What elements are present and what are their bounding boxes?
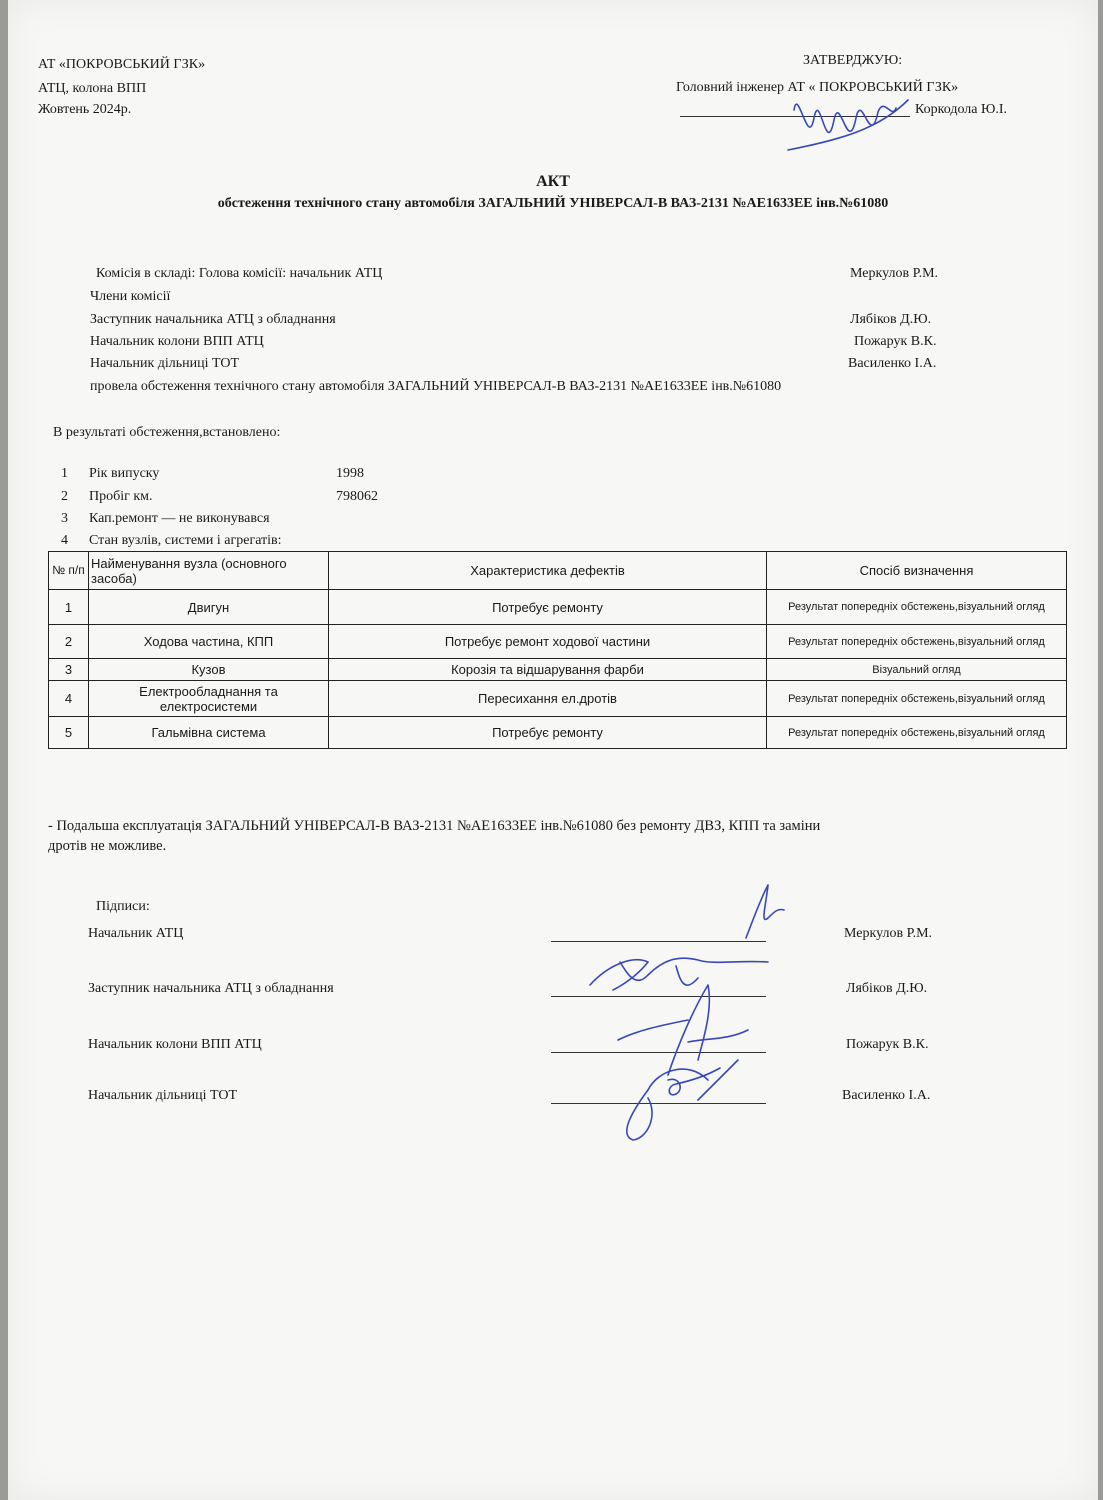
member-name: Пожарук В.К. bbox=[854, 334, 937, 349]
commission-conducted: провела обстеження технічного стану автомобіля ЗАГАЛЬНИЙ УНІВЕРСАЛ-В ВАЗ-2131 №АЕ1633ЕЕ інв.№61080 bbox=[90, 379, 782, 394]
row-defect: Пересихання ел.дротів bbox=[329, 681, 767, 717]
fact-label: Рік випуску bbox=[89, 466, 160, 481]
signer-name: Меркулов Р.М. bbox=[844, 926, 933, 941]
row-method: Візуальний огляд bbox=[767, 659, 1067, 681]
member-name: Василенко І.А. bbox=[848, 356, 937, 371]
row-method: Результат попередніх обстежень,візуальний огляд bbox=[767, 625, 1067, 659]
results-intro: В результаті обстеження,встановлено: bbox=[53, 425, 281, 440]
signer-name: Василенко І.А. bbox=[842, 1088, 931, 1103]
fact-value: 1998 bbox=[336, 466, 364, 481]
row-unit: Двигун bbox=[89, 590, 329, 625]
row-unit: Гальмівна система bbox=[89, 717, 329, 749]
header-cell: Найменування вузла (основного засоба) bbox=[89, 552, 329, 590]
row-unit: Ходова частина, КПП bbox=[89, 625, 329, 659]
approver-name: Коркодола Ю.І. bbox=[915, 102, 1008, 117]
row-number: 2 bbox=[49, 625, 89, 659]
fact-number: 1 bbox=[61, 466, 68, 481]
org-name: АТ «ПОКРОВСЬКИЙ ГЗК» bbox=[38, 57, 206, 72]
commission-members-label: Члени комісії bbox=[90, 289, 171, 304]
row-method: Результат попередніх обстежень,візуальний огляд bbox=[767, 590, 1067, 625]
signature-merkulov-drawing bbox=[746, 885, 784, 938]
handwritten-signatures bbox=[8, 0, 1098, 1500]
document-sheet bbox=[8, 0, 1098, 1500]
row-defect: Потребує ремонту bbox=[329, 590, 767, 625]
fact-number: 4 bbox=[61, 533, 68, 548]
row-number: 3 bbox=[49, 659, 89, 681]
signatures-label: Підписи: bbox=[96, 899, 150, 914]
signature-lyabikov-drawing bbox=[590, 958, 768, 990]
row-number: 1 bbox=[49, 590, 89, 625]
signer-position: Заступник начальника АТЦ з обладнання bbox=[88, 981, 334, 996]
approver-position: Головний інженер АТ « ПОКРОВСЬКИЙ ГЗК» bbox=[676, 80, 959, 95]
header-cell: Характеристика дефектів bbox=[329, 552, 767, 590]
signer-position: Начальник АТЦ bbox=[88, 926, 184, 941]
member-position: Заступник начальника АТЦ з обладнання bbox=[90, 312, 336, 327]
header-cell: Спосіб визначення bbox=[767, 552, 1067, 590]
row-method: Результат попередніх обстежень,візуальний огляд bbox=[767, 681, 1067, 717]
row-unit: Кузов bbox=[89, 659, 329, 681]
signer-position: Начальник колони ВПП АТЦ bbox=[88, 1037, 262, 1052]
approver-signature-drawing bbox=[788, 100, 908, 150]
signer-name: Пожарук В.К. bbox=[846, 1037, 929, 1052]
fact-label: Стан вузлів, системи і агрегатів: bbox=[89, 533, 282, 548]
approve-label: ЗАТВЕРДЖУЮ: bbox=[803, 53, 903, 68]
member-position: Начальник колони ВПП АТЦ bbox=[90, 334, 264, 349]
fact-number: 2 bbox=[61, 489, 68, 504]
member-position: Начальник дільниці ТОТ bbox=[90, 356, 240, 371]
row-number: 4 bbox=[49, 681, 89, 717]
member-name: Лябіков Д.Ю. bbox=[850, 312, 932, 327]
document-date: Жовтень 2024р. bbox=[38, 102, 132, 117]
row-unit: Електрообладнання та електросистеми bbox=[89, 681, 329, 717]
signature-vasylenko-drawing bbox=[627, 1060, 738, 1140]
row-defect: Потребує ремонту bbox=[329, 717, 767, 749]
document-title: АКТ bbox=[536, 173, 570, 190]
signature-pozharuk-drawing bbox=[618, 985, 748, 1075]
conclusion-text-cont: дротів не можливе. bbox=[48, 838, 167, 854]
conclusion-text: - Подальша експлуатація ЗАГАЛЬНИЙ УНІВЕРСАЛ-В ВАЗ-2131 №АЕ1633ЕЕ інв.№61080 без ремонту ДВЗ, КПП та заміни bbox=[48, 818, 821, 834]
fact-label: Пробіг км. bbox=[89, 489, 153, 504]
row-defect: Корозія та відшарування фарби bbox=[329, 659, 767, 681]
header-cell: № п/п bbox=[49, 552, 89, 590]
fact-number: 3 bbox=[61, 511, 68, 526]
row-number: 5 bbox=[49, 717, 89, 749]
fact-label: Кап.ремонт — не виконувався bbox=[89, 511, 270, 526]
commission-head-name: Меркулов Р.М. bbox=[850, 266, 939, 281]
fact-value: 798062 bbox=[336, 489, 378, 504]
commission-head-label: Комісія в складі: Голова комісії: начальник АТЦ bbox=[96, 266, 383, 281]
signer-position: Начальник дільниці ТОТ bbox=[88, 1088, 238, 1103]
department: АТЦ, колона ВПП bbox=[38, 81, 147, 96]
document-subtitle: обстеження технічного стану автомобіля ЗАГАЛЬНИЙ УНІВЕРСАЛ-В ВАЗ-2131 №АЕ1633ЕЕ інв.№61080 bbox=[217, 196, 889, 211]
row-method: Результат попередніх обстежень,візуальний огляд bbox=[767, 717, 1067, 749]
signer-name: Лябіков Д.Ю. bbox=[846, 981, 928, 996]
row-defect: Потребує ремонт ходової частини bbox=[329, 625, 767, 659]
